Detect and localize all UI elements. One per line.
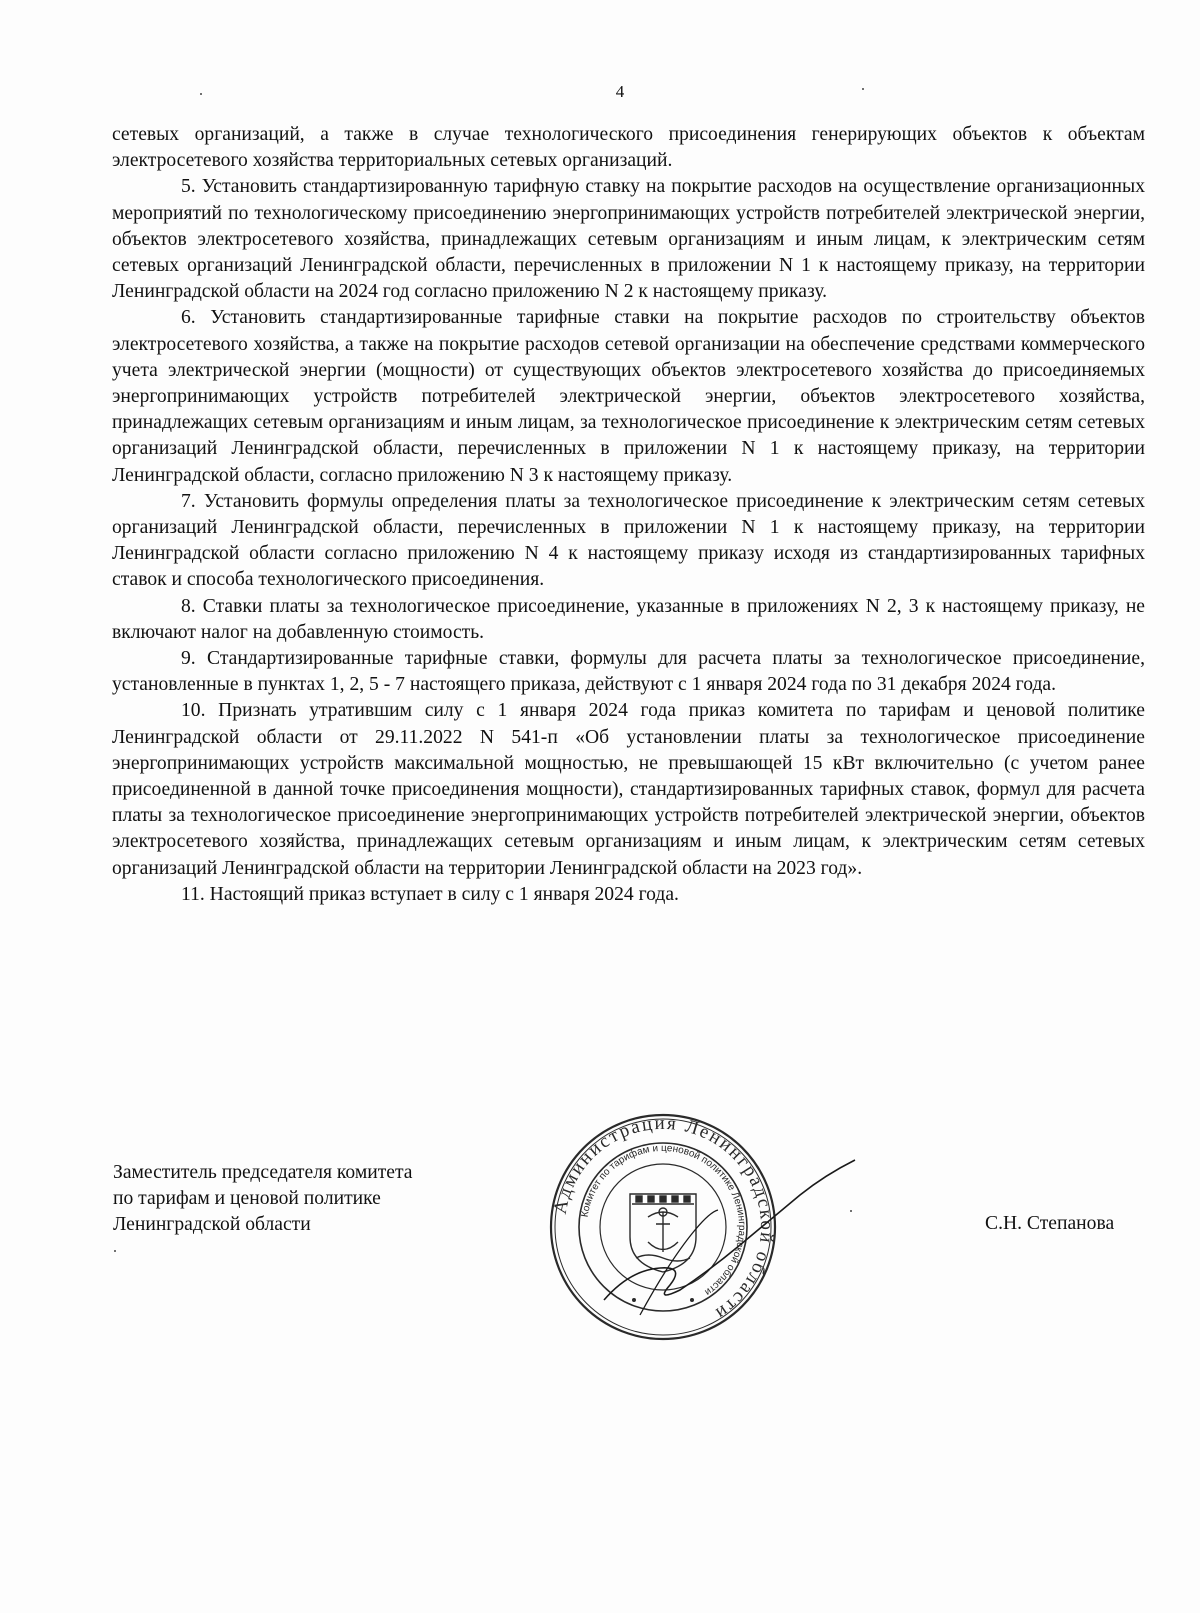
position-line: Ленинградской области: [113, 1214, 311, 1235]
signatory-position: [113, 1160, 533, 1238]
paragraph-item-11: 11. Настоящий приказ вступает в силу с 1 января 2024 года.: [181, 883, 679, 905]
scan-speck: [200, 93, 202, 95]
paragraph-item-5: 5. Установить стандартизированную тарифную ставку на покрытие расходов на осуществление организационных мероприятий по технологическому присоединению энергопринимающих устройств потребителей электрической энергии, объектов электросетевого хозяйства, принадлежащих сетевым организациям и иным лицам, к электрическим сетям сетевых организаций Ленинградской области, перечисленных в приложении N 1 к настоящему приказу, на территории Ленинградской области на 2024 год согласно приложению N 2 к настоящему приказу.: [112, 176, 1145, 303]
scan-speck: [862, 88, 864, 90]
scan-speck: [114, 1250, 116, 1252]
paragraph-item-7: 7. Установить формулы определения платы за технологическое присоединение к электрическим сетям сетевых организаций Ленинградской области, перечисленных в приложении N 1 к настоящему приказу, на территории Ленинградской области согласно приложению N 4 к настоящему приказу исходя из стандартизированных тарифных ставок и способа технологического присоединения.: [112, 490, 1145, 591]
paragraph-continuation: сетевых организаций, а также в случае технологического присоединения генерирующих объектов к объектам электросетевого хозяйства территориальных сетевых организаций.: [112, 124, 1145, 172]
position-line: по тарифам и ценовой политике: [113, 1188, 381, 1209]
seal-inner-text: Комитет по тарифам и ценовой политике Ленинградской области: [579, 1142, 748, 1298]
page-number: 4: [615, 82, 625, 101]
position-line: Заместитель председателя комитета: [113, 1162, 413, 1183]
scan-speck: [850, 1210, 852, 1212]
document-body: [112, 122, 1145, 908]
paragraph-item-8: 8. Ставки платы за технологическое присоединение, указанные в приложениях N 2, 3 к настоящему приказу, не включают налог на добавленную стоимость.: [112, 595, 1145, 643]
signer-name: С.Н. Степанова: [985, 1213, 1115, 1234]
seal-outer-text: Администрация Ленинградской области: [549, 1112, 778, 1325]
paragraph-item-10: 10. Признать утратившим силу с 1 января 2024 года приказ комитета по тарифам и ценовой политике Ленинградской области от 29.11.2022 N 541-п «Об установлении платы за технологическое присоединение энергопринимающих устройств максимальной мощностью, не превышающей 15 кВт включительно (с учетом ранее присоединенной в данной точке присоединения мощности), стандартизированных тарифных ставок, формул для расчета платы за технологическое присоединение энергопринимающих устройств потребителей электрической энергии, объектов электросетевого хозяйства, принадлежащих сетевым организациям и иным лицам, к электрическим сетям сетевых организаций Ленинградской области на территории Ленинградской области на 2023 год».: [112, 700, 1145, 879]
handwritten-signature: [600, 1150, 860, 1320]
paragraph-item-6: 6. Установить стандартизированные тарифные ставки на покрытие расходов по строительству объектов электросетевого хозяйства, а также на покрытие расходов сетевой организации на обеспечение средствами коммерческого учета электрической энергии (мощности) от существующих объектов электросетевого хозяйства до присоединяемых энергопринимающих устройств потребителей электрической энергии, объектов электросетевого хозяйства, принадлежащих сетевым организациям и иным лицам, за технологическое присоединение к электрическим сетям сетевых организаций Ленинградской области, перечисленных в приложении N 1 к настоящему приказу, на территории Ленинградской области, согласно приложению N 3 к настоящему приказу.: [112, 307, 1145, 486]
paragraph-item-9: 9. Стандартизированные тарифные ставки, формулы для расчета платы за технологическое присоединение, установленные в пунктах 1, 2, 5 - 7 настоящего приказа, действуют с 1 января 2024 года по 31 декабря 2024 года.: [112, 648, 1145, 696]
